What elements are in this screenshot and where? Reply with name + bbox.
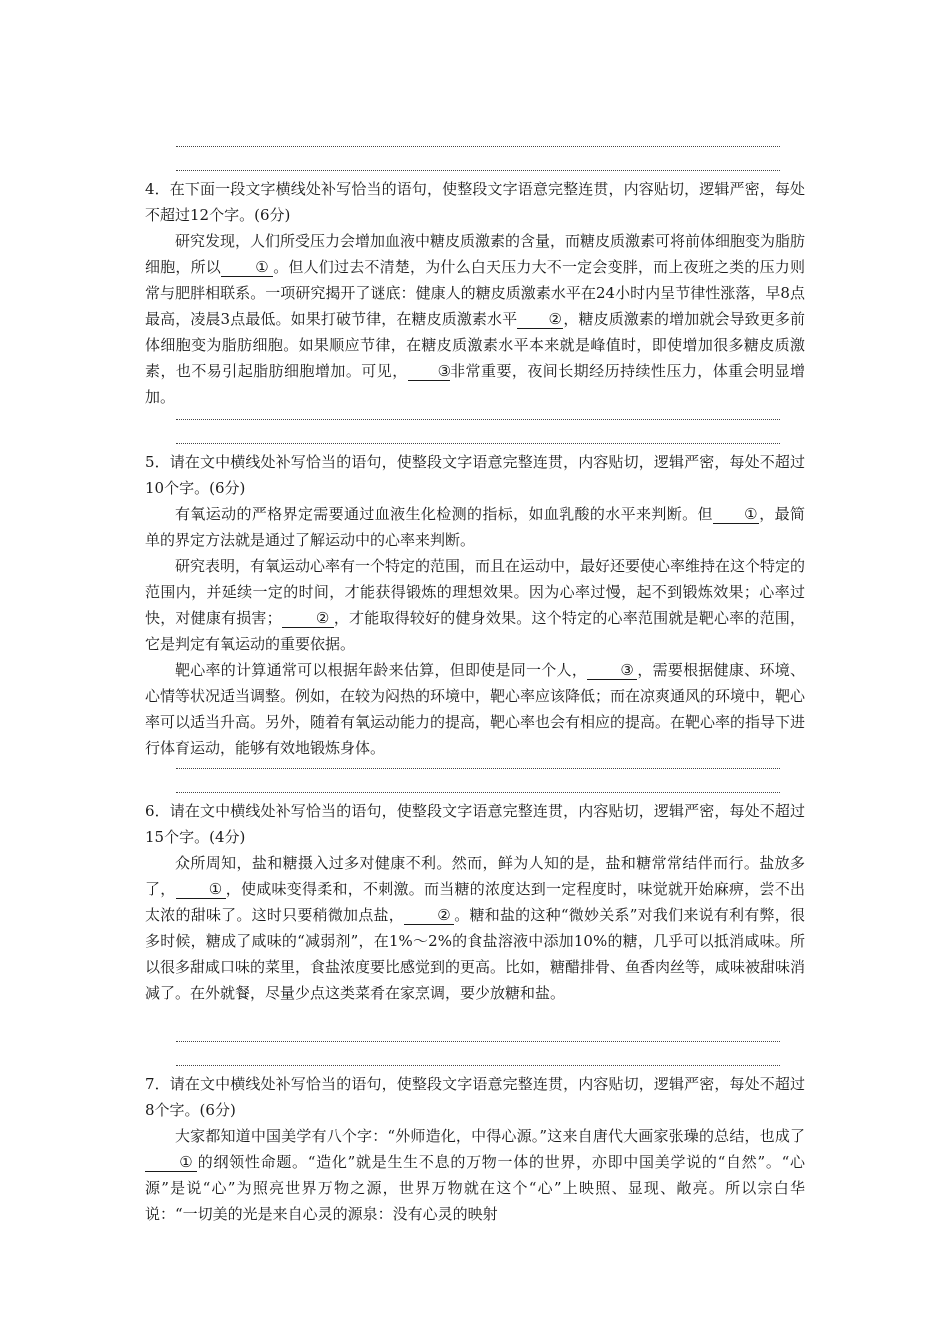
question-stem: 6．请在文中横线处补写恰当的语句，使整段文字语意完整连贯，内容贴切，逻辑严密，每处不超过15个字。(4分) (145, 802, 805, 846)
blank-2[interactable]: ② (404, 906, 454, 925)
question-4 (145, 176, 805, 410)
blank-3[interactable]: ③ (587, 661, 637, 680)
answer-line (176, 1041, 780, 1042)
blank-2[interactable]: ② (282, 609, 334, 628)
blank-1[interactable]: ① (176, 880, 226, 899)
question-stem: 4．在下面一段文字横线处补写恰当的语句，使整段文字语意完整连贯，内容贴切，逻辑严密，每处不超过12个字。(6分) (145, 180, 805, 224)
blank-2[interactable]: ② (517, 310, 563, 329)
question-passage: 大家都知道中国美学有八个字：“外师造化，中得心源。”这来自唐代大画家张璪的总结，也成了① 的纲领性命题。“造化”就是生生不息的万物一体的世界，亦即中国美学说的“自然”。“心源”是说“心”为照亮世界万物之源，世界万物就在这个“心”上映照、显现、敞亮。所以宗白华说：“一切美的光是来自心灵的源泉：没有心灵的映射 (145, 1127, 805, 1223)
question-stem: 7．请在文中横线处补写恰当的语句，使整段文字语意完整连贯，内容贴切，逻辑严密，每处不超过8个字。(6分) (145, 1075, 805, 1119)
question-passage: 研究发现，人们所受压力会增加血液中糖皮质激素的含量，而糖皮质激素可将前体细胞变为脂肪细胞，所以 ① 。但人们过去不清楚，为什么白天压力大不一定会变胖，而上夜班之类的压力则常与肥胖相联系。一项研究揭开了谜底：健康人的糖皮质激素水平在24小时内呈节律性涨落，早8点最高，凌晨3点最低。如果打破节律，在糖皮质激素水平 ②，糖皮质激素的增加就会导致更多前体细胞变为脂肪细胞。如果顺应节律，在糖皮质激素水平本来就是峰值时，即使增加很多糖皮质激素，也不易引起脂肪细胞增加。可见， ③非常重要，夜间长期经历持续性压力，体重会明显增加。 (145, 232, 806, 406)
answer-line (176, 146, 780, 147)
question-6 (145, 798, 805, 1006)
question-stem: 5．请在文中横线处补写恰当的语句，使整段文字语意完整连贯，内容贴切，逻辑严密，每处不超过10个字。(6分) (145, 453, 805, 497)
blank-3[interactable]: ③ (408, 362, 450, 381)
answer-line (176, 768, 780, 769)
question-5 (145, 449, 805, 761)
question-7 (145, 1071, 805, 1227)
answer-line (176, 1065, 780, 1066)
blank-1[interactable]: ① (221, 258, 273, 277)
question-passage: 有氧运动的严格界定需要通过血液生化检测的指标，如血乳酸的水平来判断。但 ①，最简单的界定方法就是通过了解运动中的心率来判断。 (145, 505, 805, 549)
answer-line (176, 443, 780, 444)
blank-1[interactable]: ① (713, 505, 759, 524)
blank-1[interactable]: ① (145, 1153, 197, 1172)
question-passage: 研究表明，有氧运动心率有一个特定的范围，而且在运动中，最好还要使心率维持在这个特定的范围内，并延续一定的时间，才能获得锻炼的理想效果。因为心率过慢，起不到锻炼效果；心率过快，对健康有损害； ② ，才能取得较好的健身效果。这个特定的心率范围就是靶心率的范围，它是判定有氧运动的重要依据。 (145, 557, 806, 653)
answer-line (176, 792, 780, 793)
answer-line (176, 170, 780, 171)
question-passage: 靶心率的计算通常可以根据年龄来估算，但即使是同一个人， ③ ，需要根据健康、环境、心情等状况适当调整。例如，在较为闷热的环境中，靶心率应该降低；而在凉爽通风的环境中，靶心率可以适当升高。另外，随着有氧运动能力的提高，靶心率也会有相应的提高。在靶心率的指导下进行体育运动，能够有效地锻炼身体。 (145, 661, 806, 757)
answer-line (176, 419, 780, 420)
question-passage: 众所周知，盐和糖摄入过多对健康不利。然而，鲜为人知的是，盐和糖常常结伴而行。盐放多了， ① ，使咸味变得柔和，不刺激。而当糖的浓度达到一定程度时，味觉就开始麻痹，尝不出太浓的甜味了。这时只要稍微加点盐， ② 。糖和盐的这种“微妙关系”对我们来说有利有弊，很多时候，糖成了咸味的“减弱剂”，在1%～2%的食盐溶液中添加10%的糖，几乎可以抵消咸味。所以很多甜咸口味的菜里，食盐浓度要比感觉到的更高。比如，糖醋排骨、鱼香肉丝等，咸味被甜味消减了。在外就餐，尽量少点这类菜肴在家烹调，要少放糖和盐。 (145, 854, 806, 1002)
